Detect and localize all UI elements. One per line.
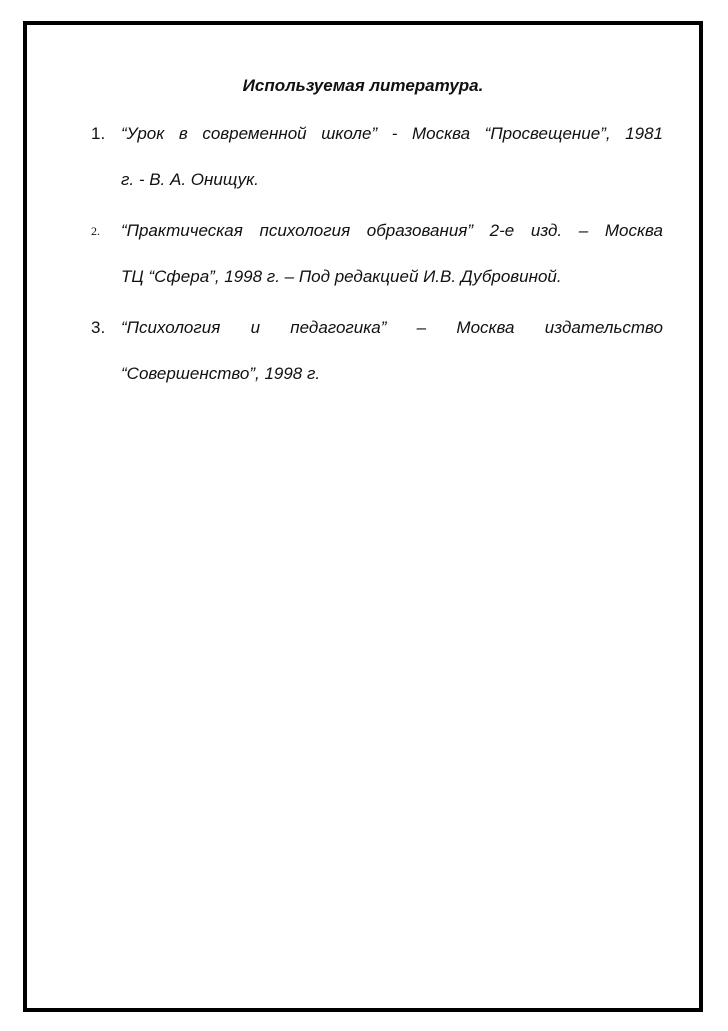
document-page (23, 21, 703, 1012)
reference-text-line: “Урок в современной школе” - Москва “Просвещение”, 1981 (121, 124, 663, 143)
reference-text-line: “Практическая психология образования” 2-е изд. – Москва (121, 221, 663, 240)
reference-item-2 (91, 219, 663, 289)
reference-item-1 (91, 122, 663, 192)
reference-item-3 (91, 316, 663, 386)
reference-number: 1. (91, 124, 106, 143)
reference-text-line: “Психология и педагогика” – Москва издательство (121, 318, 663, 337)
reference-number: 3. (91, 318, 106, 337)
reference-text-line: г. - В. А. Онищук. (121, 170, 259, 189)
reference-number: 2. (91, 224, 100, 238)
reference-text-line: ТЦ “Сфера”, 1998 г. – Под редакцией И.В. Дубровиной. (121, 267, 562, 286)
page-title: Используемая литература. (242, 76, 484, 95)
reference-list (27, 25, 699, 1008)
reference-text-line: “Совершенство”, 1998 г. (121, 364, 321, 383)
